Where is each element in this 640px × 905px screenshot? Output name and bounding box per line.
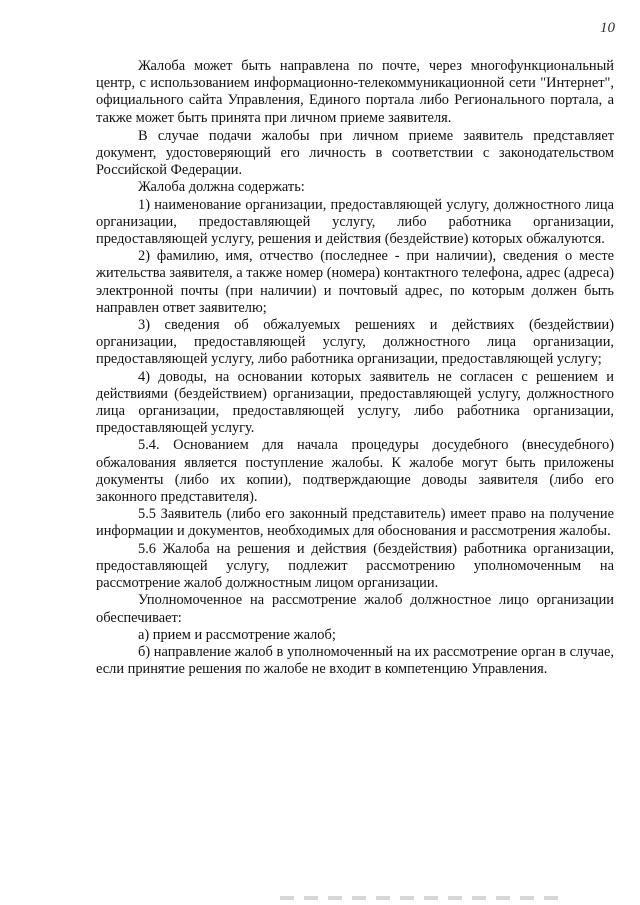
- paragraph-official-duties: Уполномоченное на рассмотрение жалоб должностное лицо организации обеспечивает:: [96, 592, 614, 626]
- paragraph-content-intro: Жалоба должна содержать:: [138, 179, 305, 196]
- paragraph-submission-methods: Жалоба может быть направлена по почте, через многофункциональный центр, с использованием информационно-телекоммуникационной сети "Интернет", официального сайта Управления, Единого портала либо Регионального портала, а также может быть принята при личном приеме заявителя.: [96, 58, 614, 126]
- paragraph-item-4: 4) доводы, на основании которых заявитель не согласен с решением и действиями (бездействием) организации, предоставляющей услугу, должностного лица организации, предоставляющей услугу, либо работника организации, предоставляющей услугу.: [96, 368, 614, 437]
- body-text: [96, 58, 614, 678]
- paragraph-item-3: 3) сведения об обжалуемых решениях и действиях (бездействии) организации, предоставляющей услугу, должностного лица организации, предоставляющей услугу, либо работника организации, предоставляющей услугу;: [96, 317, 614, 368]
- paragraph-item-1: 1) наименование организации, предоставляющей услугу, должностного лица организации, предоставляющей услугу, либо работника организации, предоставляющей услугу, решения и действия (бездействие) которых обжалуются.: [96, 196, 614, 248]
- paragraph-5-4: 5.4. Основанием для начала процедуры досудебного (внесудебного) обжалования является поступление жалобы. К жалобе могут быть приложены документы (либо их копии), подтверждающие доводы заявителя (либо его законного представителя).: [96, 437, 614, 506]
- paragraph-5-5: 5.5 Заявитель (либо его законный представитель) имеет право на получение информации и документов, необходимых для обоснования и рассмотрения жалобы.: [96, 506, 614, 540]
- paragraph-personal-submission: В случае подачи жалобы при личном приеме заявитель представляет документ, удостоверяющий его личность в соответствии с законодательством Российской Федерации.: [96, 127, 614, 179]
- paragraph-duty-b: б) направление жалоб в уполномоченный на их рассмотрение орган в случае, если принятие решения по жалобе не входит в компетенцию Управления.: [96, 643, 614, 678]
- paragraph-5-6: 5.6 Жалоба на решения и действия (бездействия) работника организации, предоставляющей услугу, подлежит рассмотрению уполномоченным на рассмотрение жалоб должностным лицом организации.: [96, 540, 614, 592]
- page-number: 10: [600, 20, 615, 36]
- paragraph-duty-a: а) прием и рассмотрение жалоб;: [138, 626, 336, 643]
- scan-artifact: [280, 896, 560, 900]
- paragraph-item-2: 2) фамилию, имя, отчество (последнее - при наличии), сведения о месте жительства заявителя, а также номер (номера) контактного телефона, адрес (адреса) электронной почты (при наличии) и почтовый адрес, по которым должен быть направлен ответ заявителю;: [96, 248, 614, 316]
